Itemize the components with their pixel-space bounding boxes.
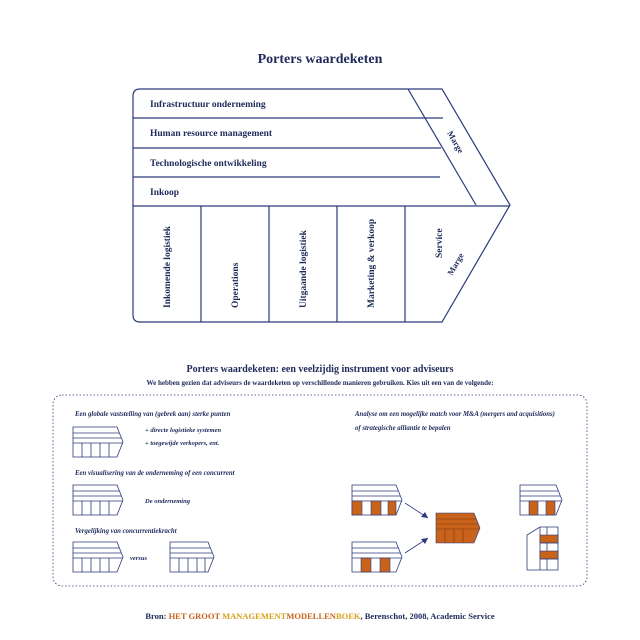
section-intro: We hebben gezien dat adviseurs de waardeketen op verschillende manieren gebruiken. Kies uit een van de volgende: (146, 379, 494, 387)
section-subtitle: Porters waardeketen: een veelzijdig instrument voor adviseurs (186, 364, 454, 375)
strength-bullet: + directe logistieke systemen (145, 427, 222, 434)
primary-activity: Service (435, 228, 445, 258)
margin-label-top: Marge (445, 129, 466, 155)
mini-value-chain-competitor (170, 542, 214, 572)
margin-divider (408, 89, 476, 205)
support-activity: Human resource management (150, 129, 273, 139)
arrow-head (421, 538, 428, 544)
support-activity: Infrastructuur onderneming (150, 100, 266, 110)
result-chain (520, 485, 562, 515)
support-activity: Inkoop (150, 188, 180, 198)
strength-bullet: + toegewijde verkopers, ent. (145, 440, 220, 447)
use-title: Een visualisering van de onderneming of een concurrent (75, 470, 235, 477)
source-line: Bron: HET GROOT MANAGEMENTMODELLENBOEK, Berenschot, 2008, Academic Service (145, 611, 495, 621)
versus-label: versus (130, 555, 147, 562)
page-title: Porters waardeketen (257, 52, 383, 67)
use-title: Analyse om een mogelijke match voor M&A (mergers and acquisitions) (355, 411, 555, 418)
use-title: Een globale vaststelling van (gebrek aan) sterke punten (75, 411, 231, 418)
use-title: of strategische alliantie te bepalen (355, 425, 451, 432)
support-activity: Technologische ontwikkeling (150, 159, 267, 169)
merged-chain (436, 513, 480, 543)
primary-activity: Inkomende logistiek (163, 225, 173, 308)
result-chain-vertical (527, 527, 558, 570)
company-a-chain (352, 485, 402, 515)
use-title: Vergelijking van concurrentiekracht (75, 528, 177, 535)
primary-activity: Marketing & verkoop (367, 218, 377, 308)
primary-activity: Uitgaande logistiek (299, 230, 309, 308)
primary-activity: Operations (231, 262, 241, 308)
margin-label-bottom: Marge (445, 251, 466, 277)
mini-value-chain (73, 485, 123, 515)
company-label: De onderneming (145, 498, 190, 505)
arrow-head (421, 512, 428, 518)
company-b-chain (352, 542, 402, 572)
mini-value-chain (73, 427, 123, 457)
value-chain-diagram (133, 89, 510, 322)
mini-value-chain (73, 542, 123, 572)
